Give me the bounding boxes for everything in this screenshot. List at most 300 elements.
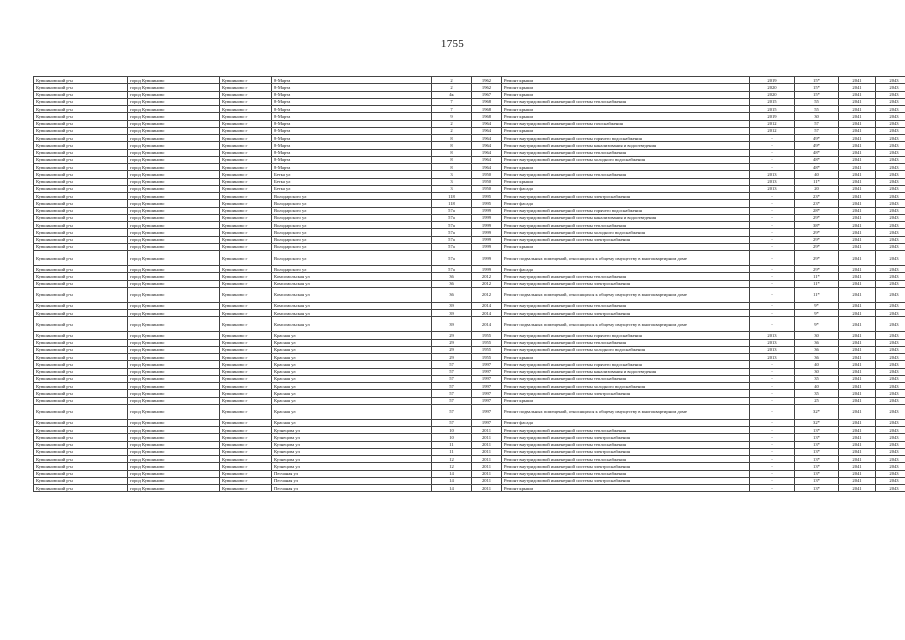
plan-end-cell: 2043 xyxy=(876,456,905,463)
plan-start-cell: 2041 xyxy=(839,375,876,382)
street-cell: Кузнецова ул xyxy=(272,427,432,434)
house-number-cell: 29 xyxy=(432,354,472,361)
settlement-cell: город Кувшиново xyxy=(128,434,220,441)
settlement-cell: город Кувшиново xyxy=(128,222,220,229)
settlement-cell: город Кувшиново xyxy=(128,397,220,404)
last-repair-year-cell: - xyxy=(750,222,795,229)
work-type-cell: Ремонт внутридомовой инженерной системы горячего водоснабжения xyxy=(502,135,750,142)
wear-percent-cell: 13* xyxy=(795,485,839,492)
work-type-cell: Ремонт крыши xyxy=(502,77,750,84)
work-type-cell: Ремонт внутридомовой инженерной системы электроснабжения xyxy=(502,310,750,317)
settlement-cell: город Кувшиново xyxy=(128,477,220,484)
table-row xyxy=(34,266,905,273)
year-built-cell: 1999 xyxy=(472,214,502,221)
table-row xyxy=(34,477,905,484)
plan-start-cell: 2041 xyxy=(839,397,876,404)
table-row xyxy=(34,354,905,361)
table-row xyxy=(34,120,905,127)
wear-percent-cell: 29* xyxy=(795,236,839,243)
year-built-cell: 1999 xyxy=(472,222,502,229)
year-built-cell: 1955 xyxy=(472,339,502,346)
last-repair-year-cell: 2013 xyxy=(750,332,795,339)
year-built-cell: 2014 xyxy=(472,310,502,317)
plan-start-cell: 2041 xyxy=(839,470,876,477)
house-number-cell: 11 xyxy=(432,441,472,448)
street-cell: Красная ул xyxy=(272,383,432,390)
wear-percent-cell: 29* xyxy=(795,214,839,221)
last-repair-year-cell: 2019 xyxy=(750,77,795,84)
work-type-cell: Ремонт внутридомовой инженерной системы канализования и водоотведения xyxy=(502,368,750,375)
plan-end-cell: 2043 xyxy=(876,91,905,98)
year-built-cell: 2011 xyxy=(472,477,502,484)
last-repair-year-cell: - xyxy=(750,207,795,214)
year-built-cell: 1962 xyxy=(472,84,502,91)
table-row xyxy=(34,156,905,163)
wear-percent-cell: 23* xyxy=(795,200,839,207)
wear-percent-cell: 48* xyxy=(795,164,839,171)
settlement-cell: город Кувшиново xyxy=(128,310,220,317)
table-row xyxy=(34,427,905,434)
year-built-cell: 1999 xyxy=(472,207,502,214)
district-cell: Кувшиновский р-н xyxy=(34,441,128,448)
table-row xyxy=(34,149,905,156)
plan-end-cell: 2043 xyxy=(876,346,905,353)
locality-cell: Кувшиново г xyxy=(220,404,272,419)
district-cell: Кувшиновский р-н xyxy=(34,266,128,273)
year-built-cell: 2011 xyxy=(472,448,502,455)
wear-percent-cell: 11* xyxy=(795,280,839,287)
table-row xyxy=(34,113,905,120)
plan-start-cell: 2041 xyxy=(839,164,876,171)
year-built-cell: 1999 xyxy=(472,251,502,266)
year-built-cell: 1968 xyxy=(472,106,502,113)
house-number-cell: 14 xyxy=(432,477,472,484)
table-row xyxy=(34,404,905,419)
table-row xyxy=(34,178,905,185)
settlement-cell: город Кувшиново xyxy=(128,142,220,149)
locality-cell: Кувшиново г xyxy=(220,171,272,178)
wear-percent-cell: 48* xyxy=(795,156,839,163)
plan-end-cell: 2043 xyxy=(876,98,905,105)
house-number-cell: 2 xyxy=(432,127,472,134)
work-type-cell: Ремонт внутридомовой инженерной системы канализования и водоотведения xyxy=(502,142,750,149)
district-cell: Кувшиновский р-н xyxy=(34,302,128,309)
last-repair-year-cell: - xyxy=(750,456,795,463)
district-cell: Кувшиновский р-н xyxy=(34,229,128,236)
plan-end-cell: 2043 xyxy=(876,434,905,441)
street-cell: Красная ул xyxy=(272,361,432,368)
plan-start-cell: 2041 xyxy=(839,339,876,346)
year-built-cell: 1964 xyxy=(472,164,502,171)
settlement-cell: город Кувшиново xyxy=(128,178,220,185)
last-repair-year-cell: - xyxy=(750,397,795,404)
wear-percent-cell: 29* xyxy=(795,266,839,273)
settlement-cell: город Кувшиново xyxy=(128,243,220,250)
wear-percent-cell: 57 xyxy=(795,120,839,127)
wear-percent-cell: 38* xyxy=(795,222,839,229)
wear-percent-cell: 25 xyxy=(795,397,839,404)
district-cell: Кувшиновский р-н xyxy=(34,236,128,243)
plan-start-cell: 2041 xyxy=(839,229,876,236)
plan-end-cell: 2043 xyxy=(876,171,905,178)
locality-cell: Кувшиново г xyxy=(220,346,272,353)
table-row xyxy=(34,273,905,280)
plan-start-cell: 2041 xyxy=(839,91,876,98)
work-type-cell: Ремонт внутридомовой инженерной системы электроснабжения xyxy=(502,463,750,470)
settlement-cell: город Кувшиново xyxy=(128,368,220,375)
plan-start-cell: 2041 xyxy=(839,214,876,221)
street-cell: 8-Марта xyxy=(272,135,432,142)
plan-end-cell: 2043 xyxy=(876,193,905,200)
district-cell: Кувшиновский р-н xyxy=(34,397,128,404)
wear-percent-cell: 28* xyxy=(795,207,839,214)
year-built-cell: 1967 xyxy=(472,91,502,98)
last-repair-year-cell: - xyxy=(750,427,795,434)
street-cell: Володарского ул xyxy=(272,229,432,236)
last-repair-year-cell: - xyxy=(750,317,795,332)
street-cell: Володарского ул xyxy=(272,193,432,200)
last-repair-year-cell: 2013 xyxy=(750,339,795,346)
plan-start-cell: 2041 xyxy=(839,463,876,470)
last-repair-year-cell: - xyxy=(750,149,795,156)
table-row xyxy=(34,200,905,207)
wear-percent-cell: 55 xyxy=(795,98,839,105)
district-cell: Кувшиновский р-н xyxy=(34,185,128,192)
plan-start-cell: 2041 xyxy=(839,200,876,207)
plan-start-cell: 2041 xyxy=(839,346,876,353)
settlement-cell: город Кувшиново xyxy=(128,332,220,339)
year-built-cell: 2011 xyxy=(472,456,502,463)
plan-end-cell: 2043 xyxy=(876,397,905,404)
work-type-cell: Ремонт фасада xyxy=(502,419,750,426)
plan-start-cell: 2041 xyxy=(839,448,876,455)
wear-percent-cell: 29* xyxy=(795,251,839,266)
locality-cell: Кувшиново г xyxy=(220,127,272,134)
plan-end-cell: 2043 xyxy=(876,448,905,455)
locality-cell: Кувшиново г xyxy=(220,229,272,236)
district-cell: Кувшиновский р-н xyxy=(34,164,128,171)
plan-start-cell: 2041 xyxy=(839,185,876,192)
street-cell: Кузнецова ул xyxy=(272,441,432,448)
street-cell: 8-Марта xyxy=(272,127,432,134)
street-cell: 8-Марта xyxy=(272,113,432,120)
year-built-cell: 1950 xyxy=(472,178,502,185)
table-row xyxy=(34,91,905,98)
house-number-cell: 12 xyxy=(432,463,472,470)
settlement-cell: город Кувшиново xyxy=(128,354,220,361)
plan-end-cell: 2043 xyxy=(876,178,905,185)
wear-percent-cell: 13* xyxy=(795,441,839,448)
locality-cell: Кувшиново г xyxy=(220,91,272,98)
street-cell: Песчаная ул xyxy=(272,470,432,477)
plan-start-cell: 2041 xyxy=(839,361,876,368)
settlement-cell: город Кувшиново xyxy=(128,470,220,477)
settlement-cell: город Кувшиново xyxy=(128,266,220,273)
locality-cell: Кувшиново г xyxy=(220,200,272,207)
work-type-cell: Ремонт фасада xyxy=(502,200,750,207)
table-row xyxy=(34,390,905,397)
house-number-cell: 118 xyxy=(432,193,472,200)
locality-cell: Кувшиново г xyxy=(220,485,272,492)
plan-end-cell: 2043 xyxy=(876,77,905,84)
settlement-cell: город Кувшиново xyxy=(128,302,220,309)
settlement-cell: город Кувшиново xyxy=(128,361,220,368)
house-number-cell: 39 xyxy=(432,317,472,332)
house-number-cell: 57 xyxy=(432,404,472,419)
street-cell: Кузнецова ул xyxy=(272,456,432,463)
district-cell: Кувшиновский р-н xyxy=(34,214,128,221)
house-number-cell: 57а xyxy=(432,214,472,221)
last-repair-year-cell: - xyxy=(750,229,795,236)
plan-end-cell: 2043 xyxy=(876,361,905,368)
last-repair-year-cell: 2013 xyxy=(750,171,795,178)
wear-percent-cell: 9* xyxy=(795,317,839,332)
plan-start-cell: 2041 xyxy=(839,404,876,419)
locality-cell: Кувшиново г xyxy=(220,120,272,127)
district-cell: Кувшиновский р-н xyxy=(34,84,128,91)
district-cell: Кувшиновский р-н xyxy=(34,419,128,426)
street-cell: Володарского ул xyxy=(272,251,432,266)
year-built-cell: 1997 xyxy=(472,361,502,368)
street-cell: Красная ул xyxy=(272,346,432,353)
year-built-cell: 1955 xyxy=(472,354,502,361)
locality-cell: Кувшиново г xyxy=(220,368,272,375)
locality-cell: Кувшиново г xyxy=(220,207,272,214)
table-row xyxy=(34,229,905,236)
district-cell: Кувшиновский р-н xyxy=(34,135,128,142)
house-number-cell: 57 xyxy=(432,397,472,404)
table-row xyxy=(34,456,905,463)
locality-cell: Кувшиново г xyxy=(220,354,272,361)
street-cell: Володарского ул xyxy=(272,222,432,229)
locality-cell: Кувшиново г xyxy=(220,390,272,397)
district-cell: Кувшиновский р-н xyxy=(34,310,128,317)
plan-start-cell: 2041 xyxy=(839,287,876,302)
last-repair-year-cell: - xyxy=(750,448,795,455)
settlement-cell: город Кувшиново xyxy=(128,77,220,84)
locality-cell: Кувшиново г xyxy=(220,448,272,455)
work-type-cell: Ремонт внутридомовой инженерной системы холодного водоснабжения xyxy=(502,383,750,390)
plan-end-cell: 2043 xyxy=(876,113,905,120)
year-built-cell: 1964 xyxy=(472,135,502,142)
year-built-cell: 2011 xyxy=(472,434,502,441)
settlement-cell: город Кувшиново xyxy=(128,317,220,332)
house-number-cell: 36 xyxy=(432,273,472,280)
settlement-cell: город Кувшиново xyxy=(128,339,220,346)
locality-cell: Кувшиново г xyxy=(220,427,272,434)
locality-cell: Кувшиново г xyxy=(220,149,272,156)
repair-schedule-table xyxy=(33,76,899,492)
last-repair-year-cell: - xyxy=(750,441,795,448)
table-row xyxy=(34,84,905,91)
settlement-cell: город Кувшиново xyxy=(128,200,220,207)
district-cell: Кувшиновский р-н xyxy=(34,280,128,287)
plan-start-cell: 2041 xyxy=(839,120,876,127)
work-type-cell: Ремонт крыши xyxy=(502,164,750,171)
table-row xyxy=(34,332,905,339)
plan-start-cell: 2041 xyxy=(839,251,876,266)
year-built-cell: 2011 xyxy=(472,470,502,477)
plan-end-cell: 2043 xyxy=(876,383,905,390)
plan-start-cell: 2041 xyxy=(839,332,876,339)
locality-cell: Кувшиново г xyxy=(220,142,272,149)
district-cell: Кувшиновский р-н xyxy=(34,113,128,120)
year-built-cell: 1964 xyxy=(472,127,502,134)
last-repair-year-cell: - xyxy=(750,470,795,477)
year-built-cell: 1999 xyxy=(472,266,502,273)
settlement-cell: город Кувшиново xyxy=(128,273,220,280)
district-cell: Кувшиновский р-н xyxy=(34,91,128,98)
work-type-cell: Ремонт внутридомовой инженерной системы электроснабжения xyxy=(502,477,750,484)
street-cell: Комсомольская ул xyxy=(272,310,432,317)
plan-start-cell: 2041 xyxy=(839,477,876,484)
locality-cell: Кувшиново г xyxy=(220,287,272,302)
last-repair-year-cell: - xyxy=(750,463,795,470)
settlement-cell: город Кувшиново xyxy=(128,98,220,105)
street-cell: Бетка ул xyxy=(272,171,432,178)
house-number-cell: 12 xyxy=(432,456,472,463)
wear-percent-cell: 20 xyxy=(795,185,839,192)
table-row xyxy=(34,470,905,477)
work-type-cell: Ремонт внутридомовой инженерной системы теплоснабжения xyxy=(502,302,750,309)
plan-end-cell: 2043 xyxy=(876,470,905,477)
settlement-cell: город Кувшиново xyxy=(128,229,220,236)
wear-percent-cell: 11* xyxy=(795,287,839,302)
street-cell: 8-Марта xyxy=(272,164,432,171)
district-cell: Кувшиновский р-н xyxy=(34,463,128,470)
district-cell: Кувшиновский р-н xyxy=(34,485,128,492)
district-cell: Кувшиновский р-н xyxy=(34,427,128,434)
locality-cell: Кувшиново г xyxy=(220,77,272,84)
last-repair-year-cell: 2020 xyxy=(750,91,795,98)
work-type-cell: Ремонт внутридомовой инженерной системы электроснабжения xyxy=(502,448,750,455)
house-number-cell: 3 xyxy=(432,185,472,192)
table-row xyxy=(34,448,905,455)
table-row xyxy=(34,463,905,470)
street-cell: Красная ул xyxy=(272,419,432,426)
street-cell: Комсомольская ул xyxy=(272,317,432,332)
house-number-cell: 57а xyxy=(432,236,472,243)
house-number-cell: 57 xyxy=(432,361,472,368)
house-number-cell: 57а xyxy=(432,207,472,214)
wear-percent-cell: 11* xyxy=(795,178,839,185)
plan-end-cell: 2043 xyxy=(876,419,905,426)
plan-start-cell: 2041 xyxy=(839,383,876,390)
street-cell: 8-Марта xyxy=(272,120,432,127)
plan-end-cell: 2043 xyxy=(876,149,905,156)
year-built-cell: 1950 xyxy=(472,185,502,192)
plan-start-cell: 2041 xyxy=(839,178,876,185)
last-repair-year-cell: 2013 xyxy=(750,185,795,192)
locality-cell: Кувшиново г xyxy=(220,383,272,390)
street-cell: Володарского ул xyxy=(272,207,432,214)
last-repair-year-cell: - xyxy=(750,375,795,382)
year-built-cell: 1999 xyxy=(472,229,502,236)
year-built-cell: 1968 xyxy=(472,113,502,120)
table-row xyxy=(34,419,905,426)
plan-end-cell: 2043 xyxy=(876,310,905,317)
year-built-cell: 2011 xyxy=(472,427,502,434)
table-row xyxy=(34,243,905,250)
plan-end-cell: 2043 xyxy=(876,222,905,229)
settlement-cell: город Кувшиново xyxy=(128,441,220,448)
plan-start-cell: 2041 xyxy=(839,127,876,134)
last-repair-year-cell: - xyxy=(750,266,795,273)
last-repair-year-cell: 2015 xyxy=(750,106,795,113)
street-cell: Володарского ул xyxy=(272,243,432,250)
plan-end-cell: 2043 xyxy=(876,164,905,171)
work-type-cell: Ремонт крыши xyxy=(502,485,750,492)
settlement-cell: город Кувшиново xyxy=(128,84,220,91)
wear-percent-cell: 49* xyxy=(795,142,839,149)
settlement-cell: город Кувшиново xyxy=(128,287,220,302)
table-row xyxy=(34,375,905,382)
wear-percent-cell: 13* xyxy=(795,427,839,434)
last-repair-year-cell: - xyxy=(750,404,795,419)
table-row xyxy=(34,280,905,287)
locality-cell: Кувшиново г xyxy=(220,317,272,332)
plan-start-cell: 2041 xyxy=(839,419,876,426)
work-type-cell: Ремонт внутридомовой инженерной системы холодного водоснабжения xyxy=(502,346,750,353)
plan-start-cell: 2041 xyxy=(839,456,876,463)
year-built-cell: 1995 xyxy=(472,200,502,207)
table-row xyxy=(34,251,905,266)
district-cell: Кувшиновский р-н xyxy=(34,361,128,368)
year-built-cell: 1997 xyxy=(472,375,502,382)
street-cell: Кузнецова ул xyxy=(272,463,432,470)
locality-cell: Кувшиново г xyxy=(220,339,272,346)
house-number-cell: 10 xyxy=(432,427,472,434)
table-row xyxy=(34,368,905,375)
wear-percent-cell: 11* xyxy=(795,273,839,280)
street-cell: Комсомольская ул xyxy=(272,280,432,287)
wear-percent-cell: 13* xyxy=(795,477,839,484)
wear-percent-cell: 29* xyxy=(795,243,839,250)
wear-percent-cell: 57 xyxy=(795,127,839,134)
plan-end-cell: 2043 xyxy=(876,287,905,302)
year-built-cell: 1995 xyxy=(472,193,502,200)
work-type-cell: Ремонт внутридомовой инженерной системы теплоснабжения xyxy=(502,222,750,229)
district-cell: Кувшиновский р-н xyxy=(34,448,128,455)
table-row xyxy=(34,339,905,346)
street-cell: Красная ул xyxy=(272,354,432,361)
plan-start-cell: 2041 xyxy=(839,280,876,287)
settlement-cell: город Кувшиново xyxy=(128,193,220,200)
work-type-cell: Ремонт крыши xyxy=(502,178,750,185)
table-row xyxy=(34,287,905,302)
street-cell: Красная ул xyxy=(272,404,432,419)
wear-percent-cell: 13* xyxy=(795,434,839,441)
year-built-cell: 1999 xyxy=(472,236,502,243)
plan-start-cell: 2041 xyxy=(839,236,876,243)
wear-percent-cell: 9* xyxy=(795,302,839,309)
house-number-cell: 57 xyxy=(432,390,472,397)
page-number: 1755 xyxy=(440,38,465,50)
district-cell: Кувшиновский р-н xyxy=(34,243,128,250)
settlement-cell: город Кувшиново xyxy=(128,164,220,171)
house-number-cell: 39 xyxy=(432,310,472,317)
settlement-cell: город Кувшиново xyxy=(128,280,220,287)
last-repair-year-cell: - xyxy=(750,368,795,375)
plan-end-cell: 2043 xyxy=(876,375,905,382)
locality-cell: Кувшиново г xyxy=(220,332,272,339)
district-cell: Кувшиновский р-н xyxy=(34,368,128,375)
work-type-cell: Ремонт подвальных помещений, относящихся к общему имуществу в многоквартирном доме xyxy=(502,404,750,419)
wear-percent-cell: 36 xyxy=(795,339,839,346)
plan-start-cell: 2041 xyxy=(839,84,876,91)
street-cell: 8-Марта xyxy=(272,98,432,105)
house-number-cell: 3 xyxy=(432,178,472,185)
